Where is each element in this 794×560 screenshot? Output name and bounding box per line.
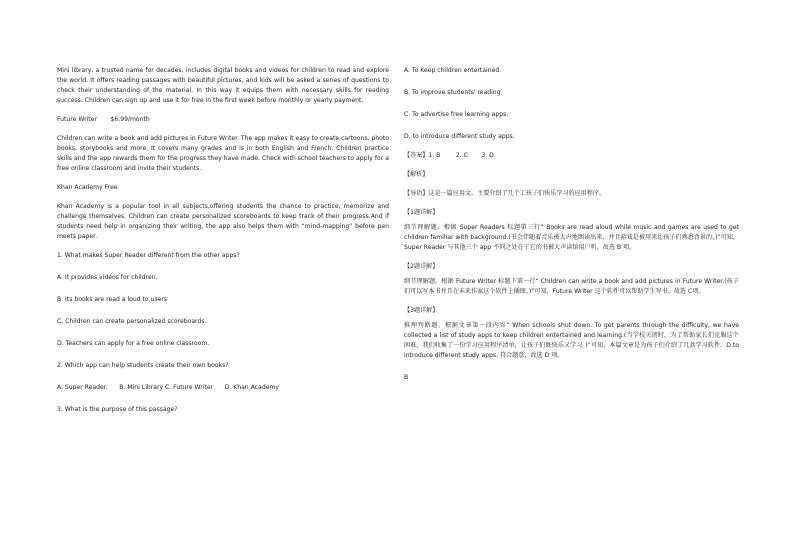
- future-writer-paragraph: Children can write a book and add pictures in Future Writer. The app makes it easy to create cartoons. photo books, storybooks and more. It covers many grades and is in both English and French. Children practice skills and the app rewards them for the progress they have made. Check with school teachers to apply for a free online classroom and invite their students.: [57, 135, 389, 172]
- question-2-option-d: D. Khan Academy: [224, 384, 279, 391]
- question-3-option-d: D. to introduce different study apps.: [404, 133, 515, 140]
- final-answer: B: [404, 374, 409, 381]
- left-column: [57, 66, 389, 415]
- question-1: 1. What makes Super Reader different from the other apps?: [57, 252, 240, 259]
- future-writer-heading: [57, 115, 389, 125]
- answer-line: [404, 151, 739, 161]
- answer-3: 3. D: [481, 152, 494, 159]
- detail-1-label: 【1题详解】: [404, 209, 439, 216]
- mini-library-paragraph: Mini library, a trusted name for decades, includes digital books and videos for children to read and explore the world. It offers reading passages with beautiful pictures, and kids will be asked a series of questions to check their understanding of the material. In this way it equips them with necessary skills for reading success. Children can sign up and use it for free in the first week before monthly or yearly payment.: [57, 67, 389, 104]
- question-3: 3. What is the purpose of this passage?: [57, 406, 178, 413]
- detail-2-label: 【2题详解】: [404, 263, 439, 270]
- question-3-option-a: A. To Keep children entertained.: [404, 67, 502, 74]
- right-column: [404, 66, 739, 383]
- detail-2-text: 细节理解题。根据 Future Writer 标题下第一行“ Children can write a book and add pictures in Future Writer.(孩子们可以写本书并且在未来作家这个软件上插图。)”可知，Future Writer 这个软件可以帮助学生写书。故选 C项。: [404, 278, 739, 295]
- question-1-option-d: D. Teachers can apply for a free online classroom.: [57, 340, 210, 347]
- question-1-option-c: C. Children can create personalized scoreboards.: [57, 318, 207, 325]
- question-3-option-c: C. To advertise free learning apps.: [404, 111, 509, 118]
- question-3-option-b: B. To improve students' reading: [404, 89, 501, 96]
- question-1-option-a: A. It provides videos for children.: [57, 274, 158, 281]
- khan-academy-paragraph: Khan Academy is a popular tool in all subjects,offering students the chance to practice, memorize and challenge themselves. Children can create personalized scoreboards to keep track of their progress.And if students need help in organizing their writing, the app also helps them with “mind-mapping” before pen meets paper.: [57, 203, 389, 240]
- future-writer-title: Future Writer: [57, 116, 97, 123]
- question-2-option-bc: B. Mini Library C. Future Writer: [119, 384, 214, 391]
- future-writer-price: $6.99/month: [110, 116, 150, 123]
- analysis-label: 【解析】: [404, 171, 429, 178]
- question-2-option-a: A. Super Reader.: [57, 384, 108, 391]
- answer-label: 【答案】1. B: [404, 152, 441, 159]
- guide-text: 【导语】这是一篇应用文。主要介绍了几个工孩子们快乐学习的应用程序。: [404, 190, 606, 197]
- question-1-option-b: B. Its books are read a loud to users: [57, 296, 168, 303]
- khan-academy-heading: Khan Academy Free: [57, 184, 118, 191]
- detail-1-text: 细节理解题。根据 Super Readers 标题第三行“ Books are read aloud while music and games are used to get children familiar with background.(书会伴随着音乐被大声地朗读出来，并且游戏是被用来让孩子们熟悉背景的。)”可知，Super Reader 与其他三个 app 不同之处在于它的书被大声读给用户听。故选 B 项。: [404, 224, 739, 251]
- detail-3-text: 推理判断题。根据文章第一段内容“ When schools shut down. To get parents through the difficulty, we have collected a list of study apps to keep children entertained and learning.(当学校关闭时，为了帮助家长们克服这个困难，我们收集了一份学习应用程序清单，让孩子们既快乐又学习。)”可知，本篇文章是为孩子们介绍了几款学习软件。D.to introduce different study apps. 符合题意，故选 D 项。: [404, 322, 739, 359]
- question-2: 2. Which app can help students create their own books?: [57, 362, 229, 369]
- question-2-options: [57, 383, 389, 393]
- detail-3-label: 【3题详解】: [404, 307, 439, 314]
- answer-2: 2. C: [455, 152, 468, 159]
